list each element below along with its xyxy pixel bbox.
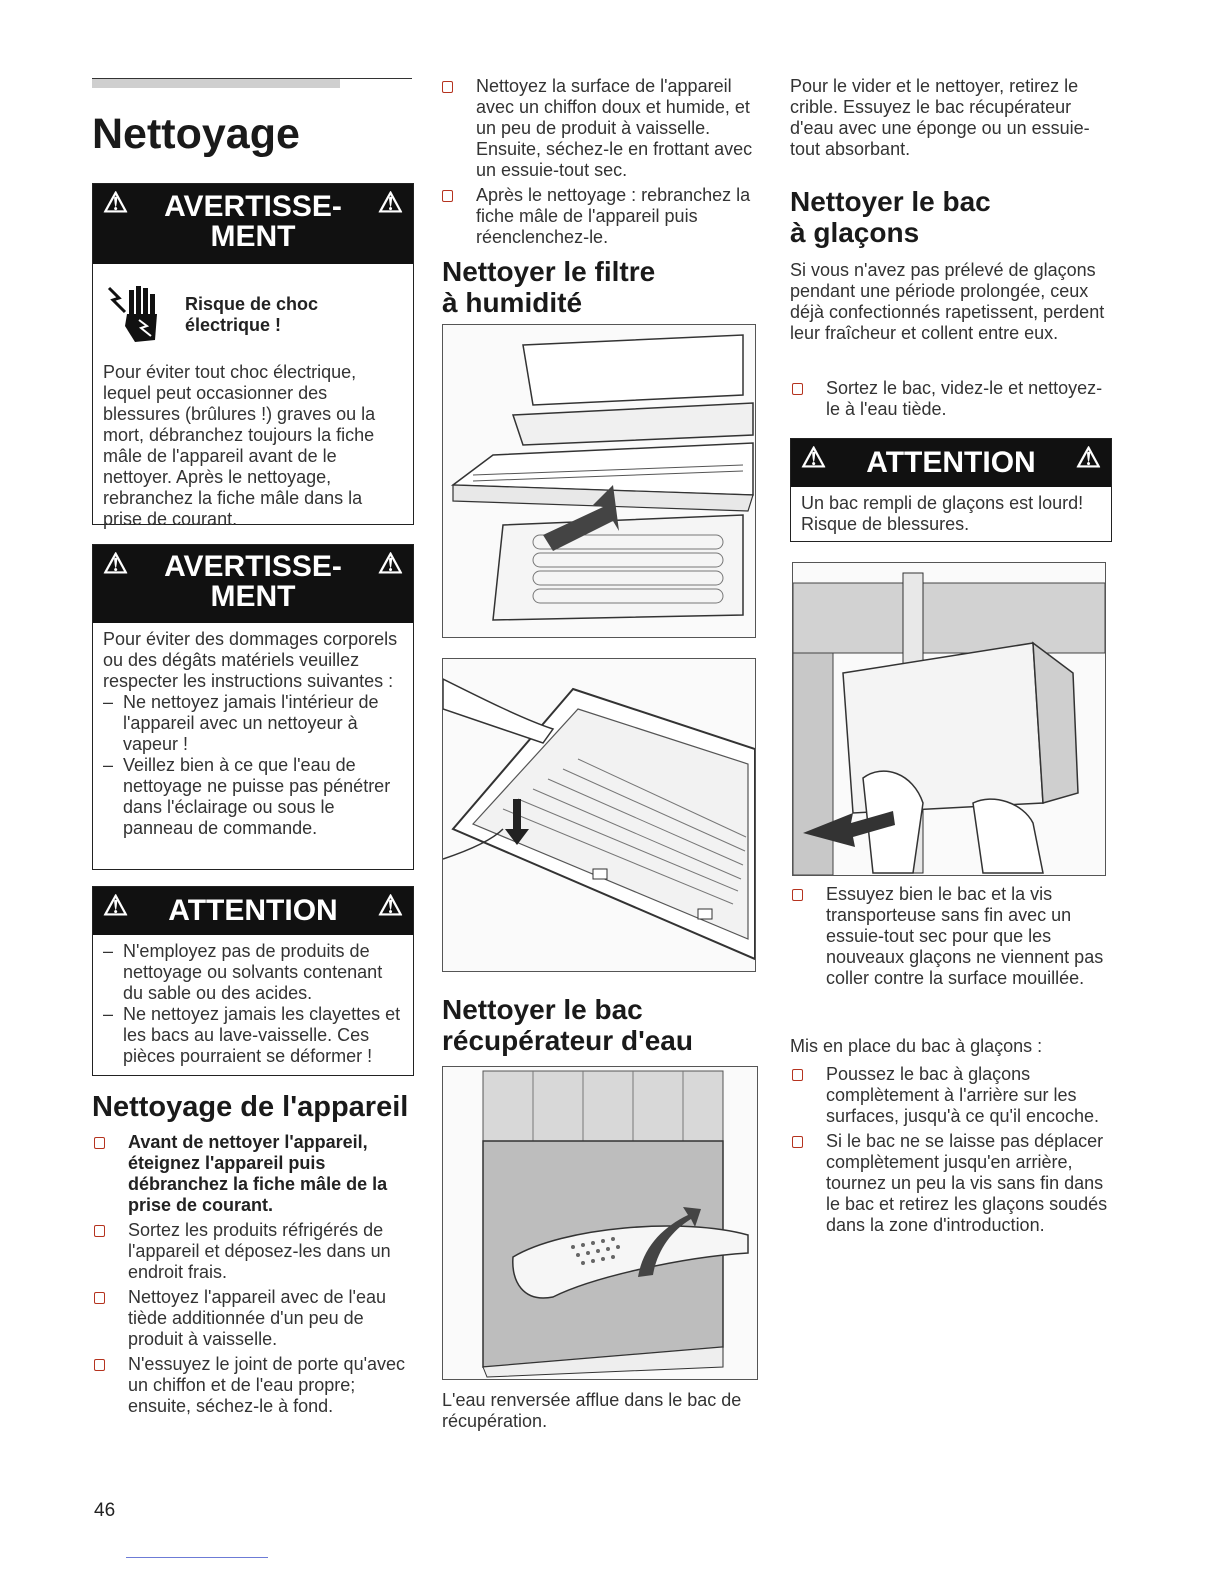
shock-title-line1: Risque de choc: [185, 294, 319, 314]
electric-shock-hand-icon: [105, 284, 165, 346]
list-item: Poussez le bac à glaçons complètement à l'arrière sur les surfaces, jusqu'à ce qu'il encoche.: [790, 1064, 1112, 1127]
ice-bin-illustration: [792, 562, 1106, 876]
attention-box-glacons: [790, 438, 1112, 542]
warning-triangle-icon: ⚠: [1075, 442, 1101, 473]
list-item: Essuyez bien le bac et la vis transporteuse sans fin avec un essuie-tout sec pour que les nouveaux glaçons ne viennent pas coller contre la surface mouillée.: [790, 884, 1112, 989]
bullet-box-icon: [792, 1069, 803, 1081]
filter-drawer-illustration: [442, 324, 756, 638]
bullet-box-icon: [792, 889, 803, 901]
bullet-box-icon: [442, 190, 453, 202]
warning-triangle-icon: ⚠: [377, 187, 403, 218]
page-title: Nettoyage: [92, 110, 300, 158]
list-item: Après le nettoyage : rebranchez la fiche mâle de l'appareil puis réenclenchez-le.: [440, 185, 756, 248]
drip-tray-illustration: [442, 1066, 758, 1380]
page-number: 46: [94, 1500, 116, 1521]
warning-triangle-icon: ⚠: [377, 890, 403, 921]
attention-title: ATTENTION: [168, 894, 338, 927]
list-item: Sortez le bac, videz-le et nettoyez-le à l'eau tiède.: [790, 378, 1112, 420]
list-item: Nettoyez la surface de l'appareil avec un chiffon doux et humide, et un peu de produit à vaisselle. Ensuite, séchez-le en frottant avec un essuie-tout sec.: [440, 76, 756, 181]
section-title-recuperateur: Nettoyer le bac récupérateur d'eau: [442, 994, 693, 1056]
col2-list: [440, 76, 756, 252]
warning-triangle-icon: ⚠: [103, 548, 129, 579]
list-item: – Ne nettoyez jamais les clayettes et les bacs au lave-vaisselle. Ces pièces pourraient se déformer !: [103, 1004, 401, 1066]
list-item: – Ne nettoyez jamais l'intérieur de l'appareil avec un nettoyeur à vapeur !: [103, 692, 379, 754]
list-item: Si le bac ne se laisse pas déplacer complètement jusqu'en arrière, tournez un peu la vis sans fin dans le bac et retirez les glaçons soudés dans la zone d'introduction.: [790, 1131, 1112, 1236]
bullet-box-icon: [442, 81, 453, 93]
warning-intro: Pour éviter des dommages corporels ou des dégâts matériels veuillez respecter les instructions suivantes :: [103, 629, 398, 691]
warning-triangle-icon: ⚠: [103, 890, 129, 921]
bullet-box-icon: [94, 1359, 105, 1371]
warning-box-damage: [92, 544, 414, 870]
warning-title-line2: MENT: [210, 220, 296, 253]
bullet-box-icon: [94, 1225, 105, 1237]
warning-triangle-icon: ⚠: [377, 548, 403, 579]
footer-rule: [126, 1557, 268, 1558]
section-title-filtre: Nettoyer le filtre à humidité: [442, 256, 656, 318]
attention-header: [791, 439, 1111, 487]
warning-header: [93, 184, 413, 264]
section-title-glacons: Nettoyer le bac à glaçons: [790, 186, 991, 248]
section-title-appareil: Nettoyage de l'appareil: [92, 1091, 409, 1123]
attention-title: ATTENTION: [866, 446, 1036, 479]
attention-header: [93, 887, 413, 935]
warning-title-line1: AVERTISSE-: [164, 550, 342, 583]
glacons-intro: Si vous n'avez pas prélevé de glaçons pendant une période prolongée, ceux déjà confectionnés rapetissent, perdent leur fraîcheur et collent entre eux.: [790, 260, 1105, 343]
title-rule: [92, 78, 412, 90]
warning-triangle-icon: ⚠: [103, 187, 129, 218]
bullet-box-icon: [792, 1136, 803, 1148]
warning-title-line2: MENT: [210, 580, 296, 613]
bullet-box-icon: [94, 1137, 105, 1149]
warning-title-line1: AVERTISSE-: [164, 190, 342, 223]
attention-box: [92, 886, 414, 1076]
list-item: – N'employez pas de produits de nettoyage ou solvants contenant du sable ou des acides.: [103, 941, 383, 1003]
bullet-box-icon: [792, 383, 803, 395]
col3-intro: Pour le vider et le nettoyer, retirez le crible. Essuyez le bac récupérateur d'eau avec une éponge ou un essuie-tout absorbant.: [790, 76, 1090, 159]
list-item: Nettoyez l'appareil avec de l'eau tiède additionnée d'un peu de produit à vaisselle.: [92, 1287, 414, 1350]
list-item: N'essuyez le joint de porte qu'avec un chiffon et de l'eau propre; ensuite, séchez-le à fond.: [92, 1354, 414, 1417]
glacons-list-2: [790, 884, 1112, 993]
list-item: Sortez les produits réfrigérés de l'appareil et déposez-les dans un endroit frais.: [92, 1220, 414, 1283]
warning-triangle-icon: ⚠: [801, 442, 827, 473]
list-item: Avant de nettoyer l'appareil, éteignez l'appareil puis débranchez la fiche mâle de la prise de courant.: [92, 1132, 414, 1216]
mise-en-place-label: Mis en place du bac à glaçons :: [790, 1036, 1043, 1056]
filter-grid-illustration: [442, 658, 756, 972]
warning-header: [93, 545, 413, 623]
glacons-list-3: [790, 1064, 1112, 1240]
warning-body-text: Pour éviter tout choc électrique, lequel peut occasionner des blessures (brûlures !) graves ou la mort, débranchez toujours la fiche mâle de l'appareil avant de le nettoyer. Après le nettoyage, rebranchez la fiche mâle dans la prise de courant.: [103, 362, 376, 529]
bullet-box-icon: [94, 1292, 105, 1304]
shock-title-line2: électrique !: [185, 315, 282, 335]
glacons-list-1: [790, 378, 1112, 424]
appareil-list: [92, 1132, 414, 1421]
warning-box-shock: [92, 183, 414, 529]
attention-body: Un bac rempli de glaçons est lourd! Risque de blessures.: [801, 493, 1084, 534]
recuperateur-caption: L'eau renversée afflue dans le bac de récupération.: [442, 1390, 742, 1431]
list-item: – Veillez bien à ce que l'eau de nettoyage ne puisse pas pénétrer dans l'éclairage ou sous le panneau de commande.: [103, 755, 391, 838]
